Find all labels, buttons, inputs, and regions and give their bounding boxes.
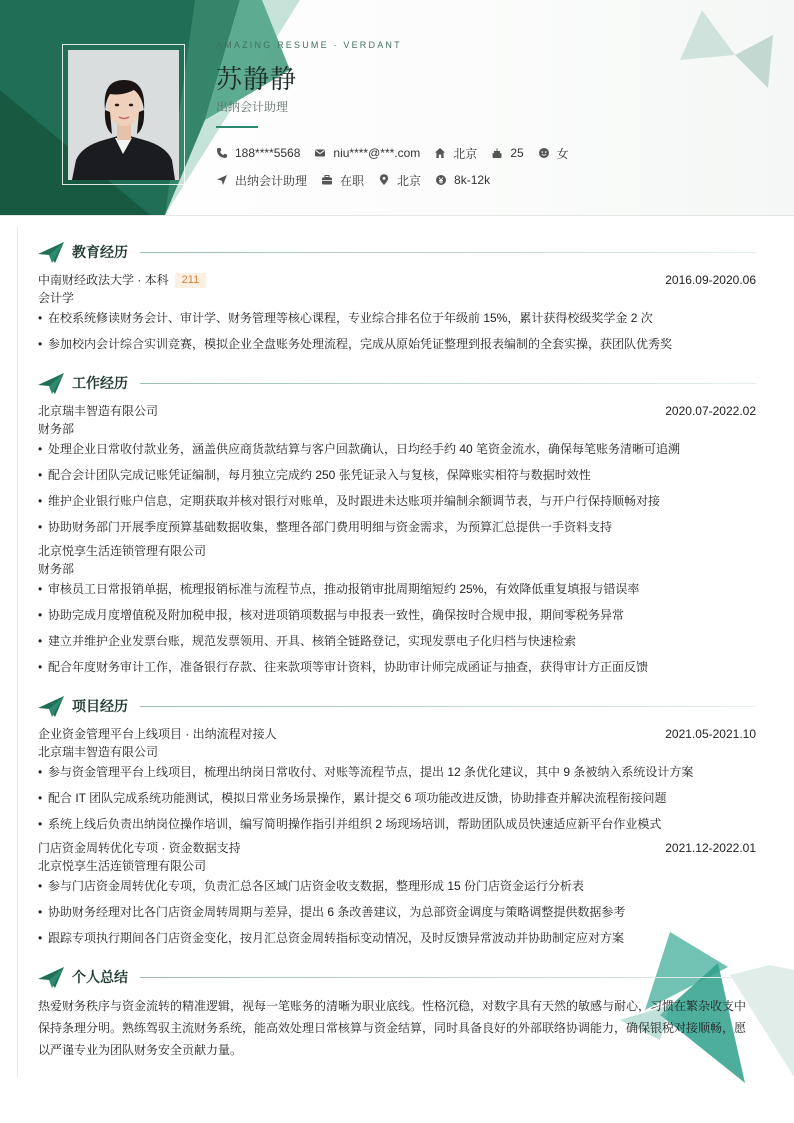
project-company: 北京悦享生活连锁管理有限公司 <box>38 859 207 873</box>
header-divider <box>0 215 794 216</box>
home-icon <box>434 147 446 159</box>
brand-label: AMAZING RESUME · VERDANT <box>216 40 402 50</box>
resume-header <box>0 0 794 215</box>
project-date: 2021.12-2022.01 <box>665 841 756 855</box>
job-company: 北京悦享生活连锁管理有限公司 <box>38 544 207 558</box>
left-rail <box>17 227 18 1077</box>
list-item: • 参与门店资金周转优化专项，负责汇总各区域门店资金收支数据，整理形成 15 份门店资金运行分析表 <box>38 879 585 893</box>
project-name: 企业资金管理平台上线项目 · 出纳流程对接人 <box>38 727 277 741</box>
candidate-title: 出纳会计助理 <box>216 100 289 114</box>
profile-photo <box>68 50 179 180</box>
school-tag: 211 <box>175 273 207 288</box>
contact-phone: 188****5568 <box>216 146 300 160</box>
list-item: • 参与资金管理平台上线项目，梳理出纳岗日常收付、对账等流程节点，提出 12 条优化建议，其中 9 条被纳入系统设计方案 <box>38 765 694 779</box>
paper-plane-icon <box>38 241 64 263</box>
list-item: • 协助财务经理对比各门店资金周转周期与差异，提出 6 条改善建议，为总部资金调度与策略调整提供数据参考 <box>38 905 626 919</box>
education-date: 2016.09-2020.06 <box>665 273 756 287</box>
briefcase-icon <box>321 174 333 186</box>
send-icon <box>216 174 228 186</box>
intent-row <box>216 171 504 189</box>
contact-email: niu****@***.com <box>314 146 420 160</box>
section-projects <box>38 694 756 718</box>
list-item: • 配合年度财务审计工作，准备银行存款、往来款项等审计资料，协助审计师完成函证与抽查，获得审计方正面反馈 <box>38 660 649 674</box>
job-role: 财务部 <box>38 562 75 576</box>
contact-row <box>216 144 583 162</box>
paper-plane-icon <box>38 372 64 394</box>
paper-plane-icon <box>38 695 64 717</box>
list-item: • 配合 IT 团队完成系统功能测试，模拟日常业务场景操作，累计提交 6 项功能改进反馈，协助排查并解决流程衔接问题 <box>38 791 667 805</box>
section-work <box>38 371 756 395</box>
project-company: 北京瑞丰智造有限公司 <box>38 745 159 759</box>
intent-salary: 8k-12k <box>435 173 490 187</box>
intent-city: 北京 <box>378 172 421 189</box>
education-major: 会计学 <box>38 291 75 305</box>
title-underline <box>216 126 258 128</box>
section-rule <box>140 252 756 253</box>
contact-gender: 女 <box>538 145 569 162</box>
project-name: 门店资金周转优化专项 · 资金数据支持 <box>38 841 241 855</box>
list-item: • 协助财务部门开展季度预算基础数据收集，整理各部门费用明细与资金需求，为预算汇总提供一手资料支持 <box>38 520 613 534</box>
job-role: 财务部 <box>38 422 75 436</box>
cake-icon <box>491 147 503 159</box>
list-item: • 参加校内会计综合实训竞赛，模拟企业全盘账务处理流程，完成从原始凭证整理到报表编制的全套实操，获团队优秀奖 <box>38 337 673 351</box>
list-item: • 维护企业银行账户信息，定期获取并核对银行对账单，及时跟进未达账项并编制余额调节表，与开户行保持顺畅对接 <box>38 494 661 508</box>
education-school: 中南财经政法大学 · 本科 211 <box>38 271 756 289</box>
intent-position: 出纳会计助理 <box>216 172 307 189</box>
section-title: 个人总结 <box>72 969 128 985</box>
location-pin-icon <box>378 174 390 186</box>
list-item: • 系统上线后负责出纳岗位操作培训，编写简明操作指引并组织 2 场现场培训，帮助团队成员快速适应新平台作业模式 <box>38 817 662 831</box>
section-rule <box>140 706 756 707</box>
list-item: • 协助完成月度增值税及附加税申报，核对进项销项数据与申报表一致性，确保按时合规申报，期间零税务异常 <box>38 608 625 622</box>
section-summary <box>38 965 756 989</box>
section-title: 工作经历 <box>72 375 128 391</box>
list-item: • 建立并维护企业发票台账，规范发票领用、开具、核销全链路登记，实现发票电子化归档与快速检索 <box>38 634 577 648</box>
contact-age: 25 <box>491 146 523 160</box>
gender-icon <box>538 147 550 159</box>
section-rule <box>140 977 756 978</box>
summary-text: 热爱财务秩序与资金流转的精准逻辑，视每一笔账务的清晰为职业底线。性格沉稳，对数字具有天然的敏感与耐心，习惯在繁杂收支中保持条理分明。熟练驾驭主流财务系统，能高效处理日常核算与资金结算，同时具备良好的外部联络协调能力，确保银税对接顺畅，愿以严谨专业为团队财务安全贡献力量。 <box>38 999 747 1057</box>
list-item: • 配合会计团队完成记账凭证编制，每月独立完成约 250 张凭证录入与复核，保障账实相符与数据时效性 <box>38 468 591 482</box>
section-title: 教育经历 <box>72 244 128 260</box>
list-item: • 处理企业日常收付款业务，涵盖供应商货款结算与客户回款确认，日均经手约 40 笔资金流水，确保每笔账务清晰可追溯 <box>38 442 681 456</box>
list-item: • 审核员工日常报销单据，梳理报销标准与流程节点，推动报销审批周期缩短约 25%，有效降低重复填报与错误率 <box>38 582 640 596</box>
job-company: 北京瑞丰智造有限公司 <box>38 404 159 418</box>
paper-plane-icon <box>38 966 64 988</box>
job-date: 2020.07-2022.02 <box>665 404 756 418</box>
section-title: 项目经历 <box>72 698 128 714</box>
section-rule <box>140 383 756 384</box>
candidate-name: 苏静静 <box>216 64 298 94</box>
contact-city: 北京 <box>434 145 477 162</box>
list-item: • 在校系统修读财务会计、审计学、财务管理等核心课程，专业综合排名位于年级前 15%，累计获得校级奖学金 2 次 <box>38 311 653 325</box>
salary-icon <box>435 174 447 186</box>
intent-status: 在职 <box>321 172 364 189</box>
project-date: 2021.05-2021.10 <box>665 727 756 741</box>
list-item: • 跟踪专项执行期间各门店资金变化，按月汇总资金周转指标变动情况，及时反馈异常波动并协助制定应对方案 <box>38 931 625 945</box>
phone-icon <box>216 147 228 159</box>
mail-icon <box>314 147 326 159</box>
section-education <box>38 240 756 264</box>
